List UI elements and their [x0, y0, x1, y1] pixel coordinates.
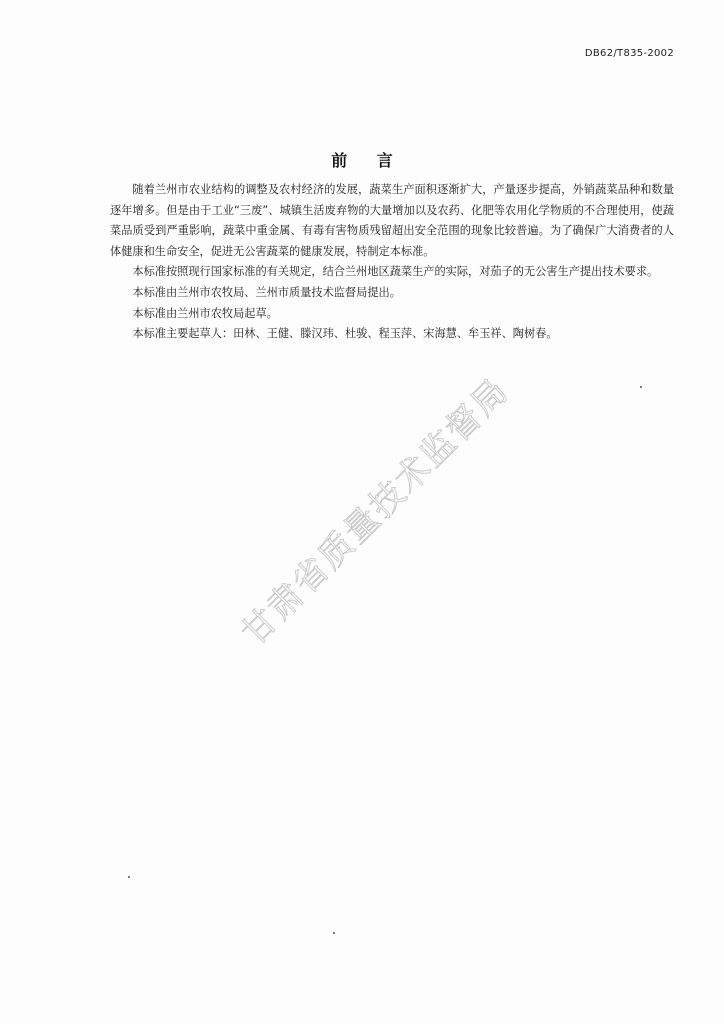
scan-speck [128, 876, 130, 878]
paragraph-scope: 本标准按照现行国家标准的有关规定，结合兰州地区蔬菜生产的实际，对茄子的无公害生产提出技术要求。 [132, 265, 659, 279]
paragraph-background: 随着兰州市农业结构的调整及农村经济的发展，蔬菜生产面积逐渐扩大，产量逐步提高，外销蔬菜品种和数量逐年增多。但是由于工业“三废”、城镇生活废弃物的大量增加以及农药、化肥等农用化学物质的不合理使用，使蔬菜品质受到严重影响，蔬菜中重金属、有毒有害物质残留超出安全范围的现象比较普遍。为了确保广大消费者的人体健康和生命安全，促进无公害蔬菜的健康发展，特制定本标准。 [110, 183, 674, 258]
scan-speck [640, 386, 642, 388]
scan-speck [333, 932, 335, 934]
paragraph-authors: 本标准主要起草人：田林、王健、滕汉玮、杜骏、程玉萍、宋海慧、牟玉祥、陶树春。 [132, 327, 558, 341]
page-title: 前 言 [331, 151, 405, 170]
paragraph-drafter: 本标准由兰州市农牧局起草。 [132, 306, 278, 320]
foreword-body [110, 180, 674, 345]
paragraph-proposer: 本标准由兰州市农牧局、兰州市质量技术监督局提出。 [132, 285, 401, 299]
document-code: DB62/T835-2002 [584, 48, 674, 59]
watermark-stamp: 甘肃省质量技术监督局 [234, 370, 517, 654]
